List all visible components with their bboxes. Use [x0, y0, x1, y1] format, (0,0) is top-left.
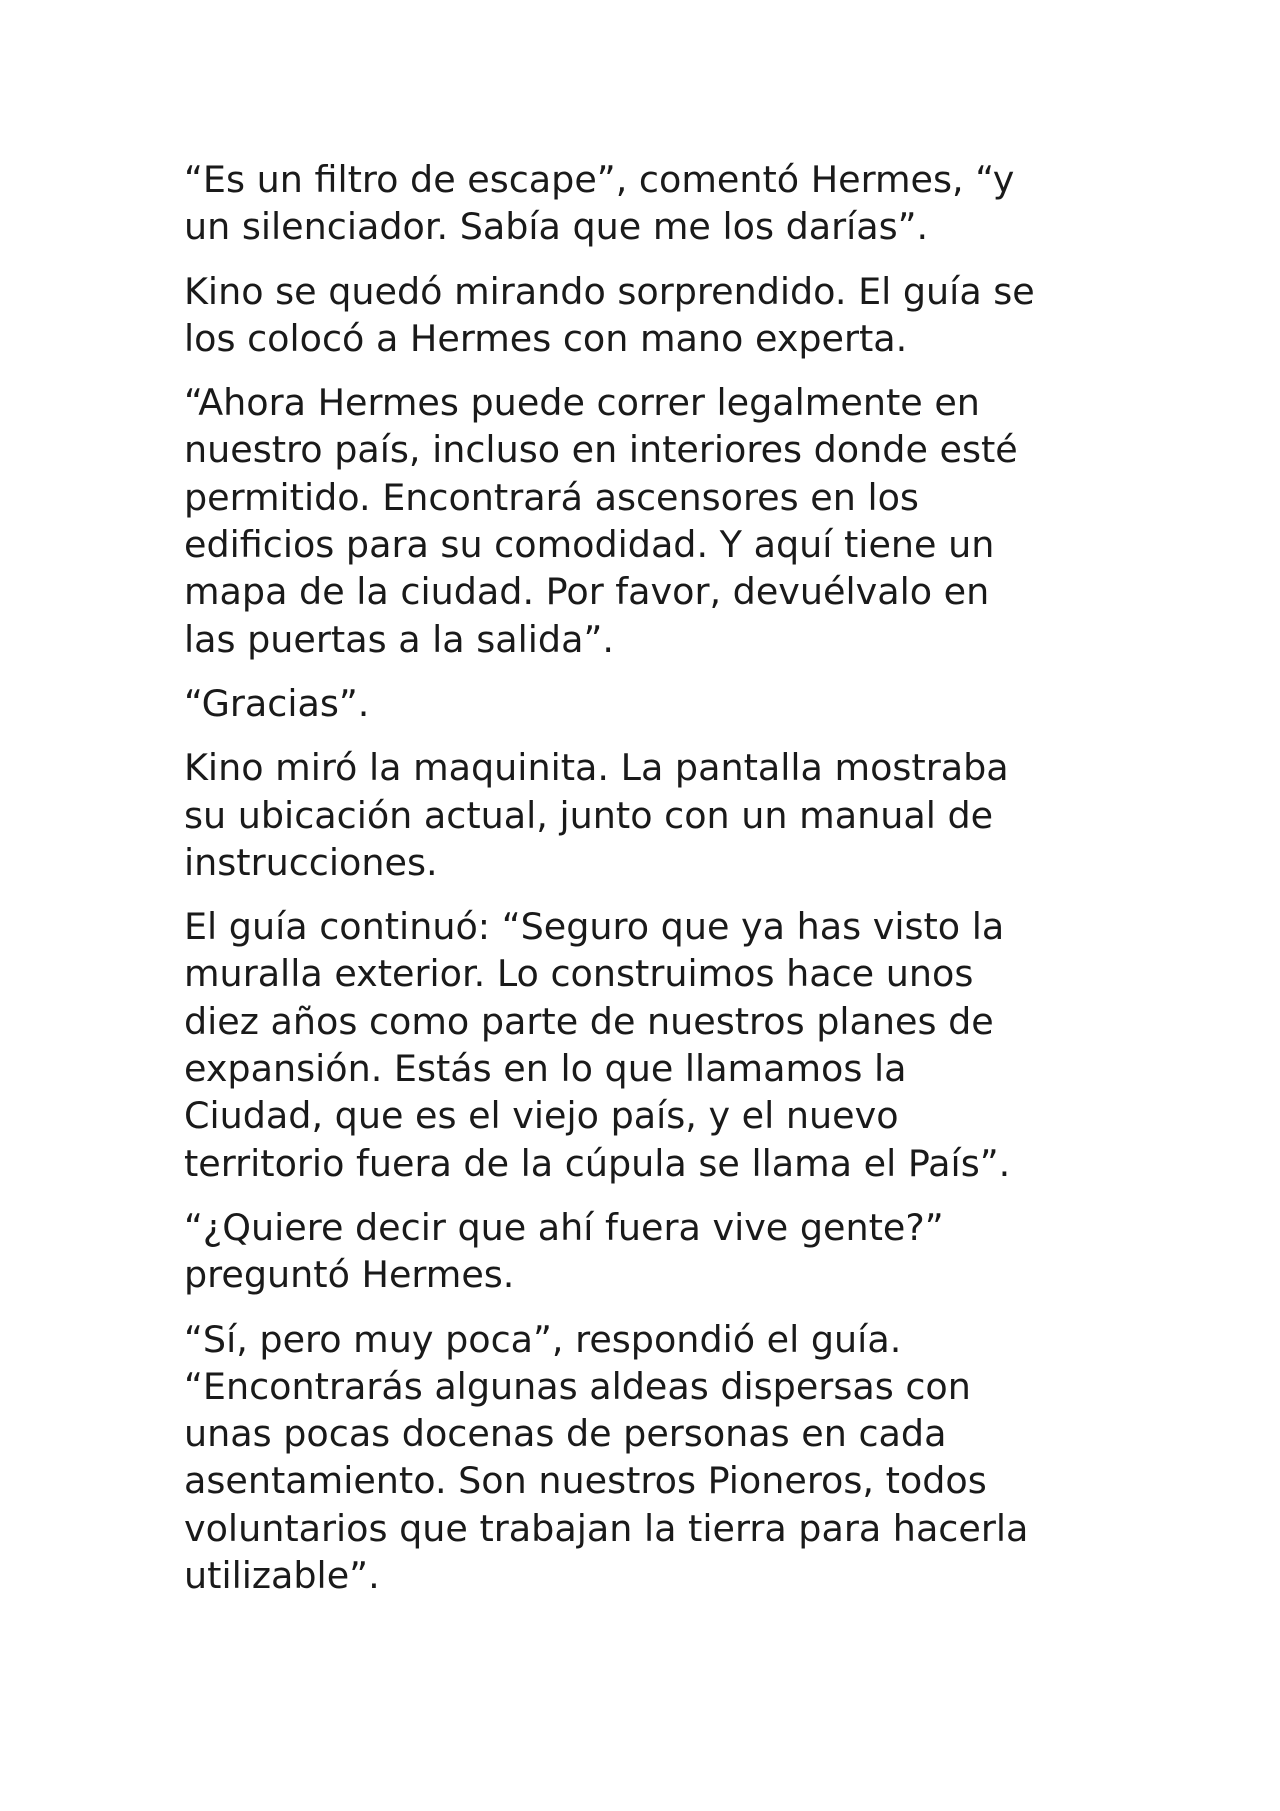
- paragraph: [184, 1316, 1124, 1600]
- text-line: “Sí, pero muy poca”, respondió el guía.: [184, 1317, 902, 1361]
- text-line: Kino miró la maquinita. La pantalla mostraba: [184, 746, 1009, 790]
- text-line: El guía continuó: “Seguro que ya has visto la: [184, 905, 1005, 949]
- text-line: voluntarios que trabajan la tierra para hacerla: [184, 1506, 1029, 1550]
- text-line: las puertas a la salida”.: [184, 617, 614, 661]
- text-line: “Gracias”.: [184, 681, 370, 725]
- paragraph: [184, 680, 1124, 727]
- text-line: “¿Quiere decir que ahí fuera vive gente?”: [184, 1205, 944, 1249]
- text-line: “Es un filtro de escape”, comentó Hermes, “y: [184, 158, 1015, 201]
- text-line: expansión. Estás en lo que llamamos la: [184, 1047, 907, 1091]
- text-line: los colocó a Hermes con mano experta.: [184, 316, 908, 360]
- text-line: Kino se quedó mirando sorprendido. El guía se: [184, 269, 1035, 313]
- text-line: un silenciador. Sabía que me los darías”.: [184, 205, 929, 249]
- text-line: edificios para su comodidad. Y aquí tiene un: [184, 523, 995, 567]
- text-line: asentamiento. Son nuestros Pioneros, todos: [184, 1459, 987, 1503]
- text-line: diez años como parte de nuestros planes de: [184, 999, 994, 1043]
- text-line: instrucciones.: [184, 840, 438, 884]
- paragraph: [184, 268, 1124, 363]
- text-line: territorio fuera de la cúpula se llama el País”.: [184, 1141, 1011, 1185]
- text-line: “Ahora Hermes puede correr legalmente en: [184, 381, 980, 425]
- text-line: utilizable”.: [184, 1554, 380, 1598]
- text-line: nuestro país, incluso en interiores donde esté: [184, 428, 1018, 472]
- paragraph: [184, 744, 1124, 886]
- text-line: mapa de la ciudad. Por favor, devuélvalo en: [184, 570, 990, 614]
- text-line: “Encontrarás algunas aldeas dispersas con: [184, 1364, 971, 1408]
- text-line: su ubicación actual, junto con un manual de: [184, 793, 994, 837]
- paragraph: [184, 156, 1124, 251]
- paragraph: [184, 1204, 1124, 1299]
- text-line: permitido. Encontrará ascensores en los: [184, 475, 919, 519]
- paragraph: [184, 903, 1124, 1187]
- body-text: [184, 156, 1124, 1616]
- paragraph: [184, 379, 1124, 663]
- text-line: muralla exterior. Lo construimos hace unos: [184, 952, 974, 996]
- text-line: Ciudad, que es el viejo país, y el nuevo: [184, 1094, 899, 1138]
- text-line: unas pocas docenas de personas en cada: [184, 1412, 947, 1456]
- text-line: preguntó Hermes.: [184, 1253, 515, 1297]
